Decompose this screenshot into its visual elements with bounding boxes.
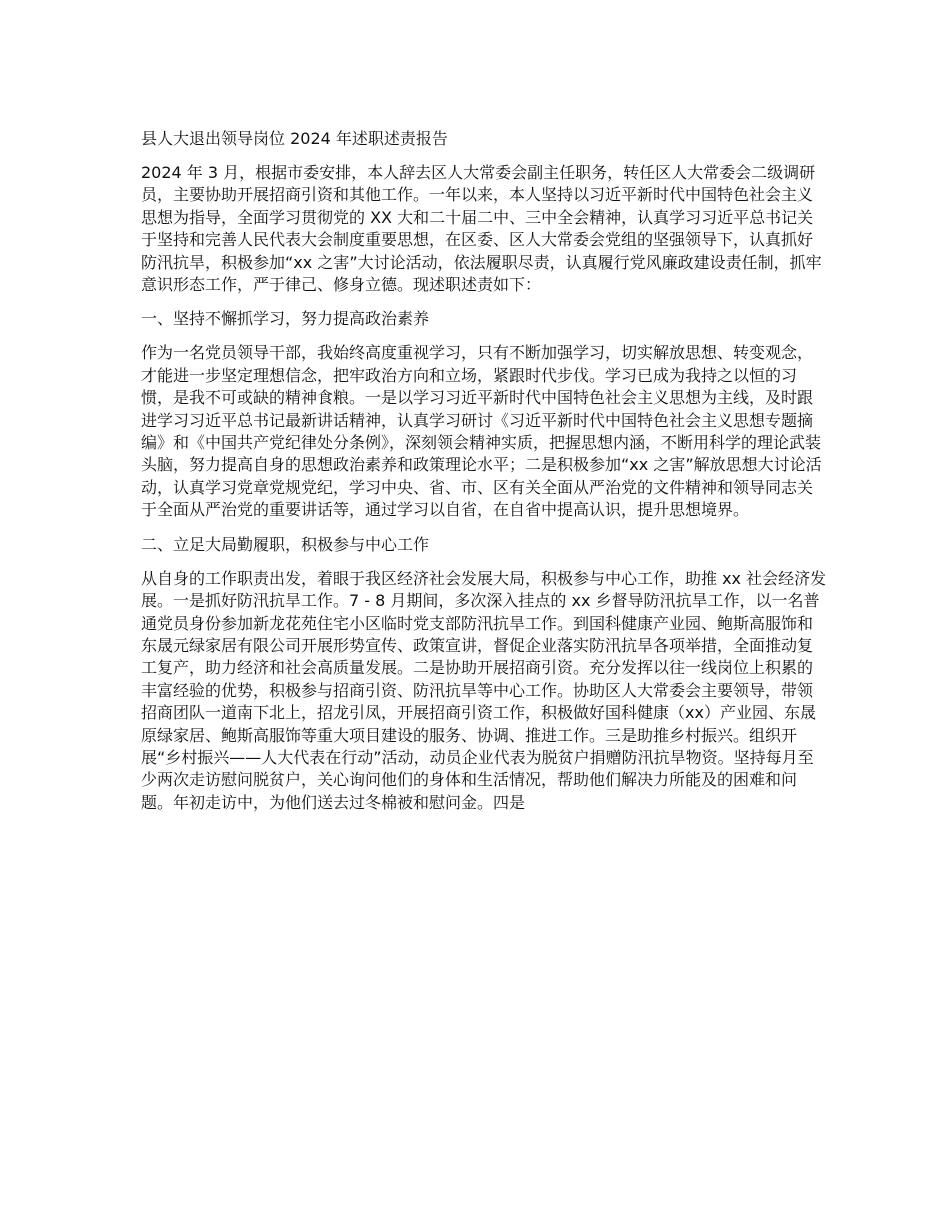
section-heading-2: 二、立足大局勤履职，积极参与中心工作 xyxy=(141,534,430,554)
document-body xyxy=(141,128,827,826)
intro-paragraph: 2024 年 3 月，根据市委安排，本人辞去区人大常委会副主任职务，转任区人大常委会二级调研员，主要协助开展招商引资和其他工作。一年以来，本人坚持以习近平新时代中国特色社会主义思想为指导，全面学习贯彻党的 XX 大和二十届二中、三中全会精神，认真学习习近平总书记关于坚持和完善人民代表大会制度重要思想，在区委、区人大常委会党组的坚强领导下，认真抓好防汛抗旱，积极参加“xx 之害”大讨论活动，依法履职尽责，认真履行党风廉政建设责任制，抓牢意识形态工作，严于律己、修身立德。现述职述责如下： xyxy=(141,163,822,295)
section-2-paragraph: 从自身的工作职责出发，着眼于我区经济社会发展大局，积极参与中心工作，助推 xx 社会经济发展。一是抓好防汛抗旱工作。7 - 8 月期间，多次深入挂点的 xx 乡督导防汛抗旱工作，以一名普通党员身份参加新龙花苑住宅小区临时党支部防汛抗旱工作。到国科健康产业园、鲍斯高服饰和东晟元绿家居有限公司开展形势宣传、政策宣讲，督促企业落实防汛抗旱各项举措，全面推动复工复产，助力经济和社会高质量发展。二是协助开展招商引资。充分发挥以往一线岗位上积累的丰富经验的优势，积极参与招商引资、防汛抗旱等中心工作。协助区人大常委会主要领导，带领招商团队一道南下北上，招龙引凤，开展招商引资工作，积极做好国科健康（xx）产业园、东晟原绿家居、鲍斯高服饰等重大项目建设的服务、协调、推进工作。三是助推乡村振兴。组织开展“乡村振兴——人大代表在行动”活动，动员企业代表为脱贫户捐赠防汛抗旱物资。坚持每月至少两次走访慰问脱贫户，关心询问他们的身体和生活情况，帮助他们解决力所能及的困难和问题。年初走访中，为他们送去过冬棉被和慰问金。四是 xyxy=(141,568,827,812)
section-1-paragraph: 作为一名党员领导干部，我始终高度重视学习，只有不断加强学习，切实解放思想、转变观念，才能进一步坚定理想信念，把牢政治方向和立场，紧跟时代步伐。学习已成为我持之以恒的习惯，是我不可或缺的精神食粮。一是以学习习近平新时代中国特色社会主义思想为主线，及时跟进学习习近平总书记最新讲话精神，认真学习研讨《习近平新时代中国特色社会主义思想专题摘编》和《中国共产党纪律处分条例》，深刻领会精神实质，把握思想内涵，不断用科学的理论武装头脑，努力提高自身的思想政治素养和政策理论水平；二是积极参加“xx 之害”解放思想大讨论活动，认真学习党章党规党纪，学习中央、省、市、区有关全面从严治党的文件精神和领导同志关于全面从严治党的重要讲话等，通过学习以自省，在自省中提高认识，提升思想境界。 xyxy=(141,343,822,520)
section-heading-1: 一、坚持不懈抓学习，努力提高政治素养 xyxy=(141,309,430,329)
document-title: 县人大退出领导岗位 2024 年述职述责报告 xyxy=(141,129,448,148)
